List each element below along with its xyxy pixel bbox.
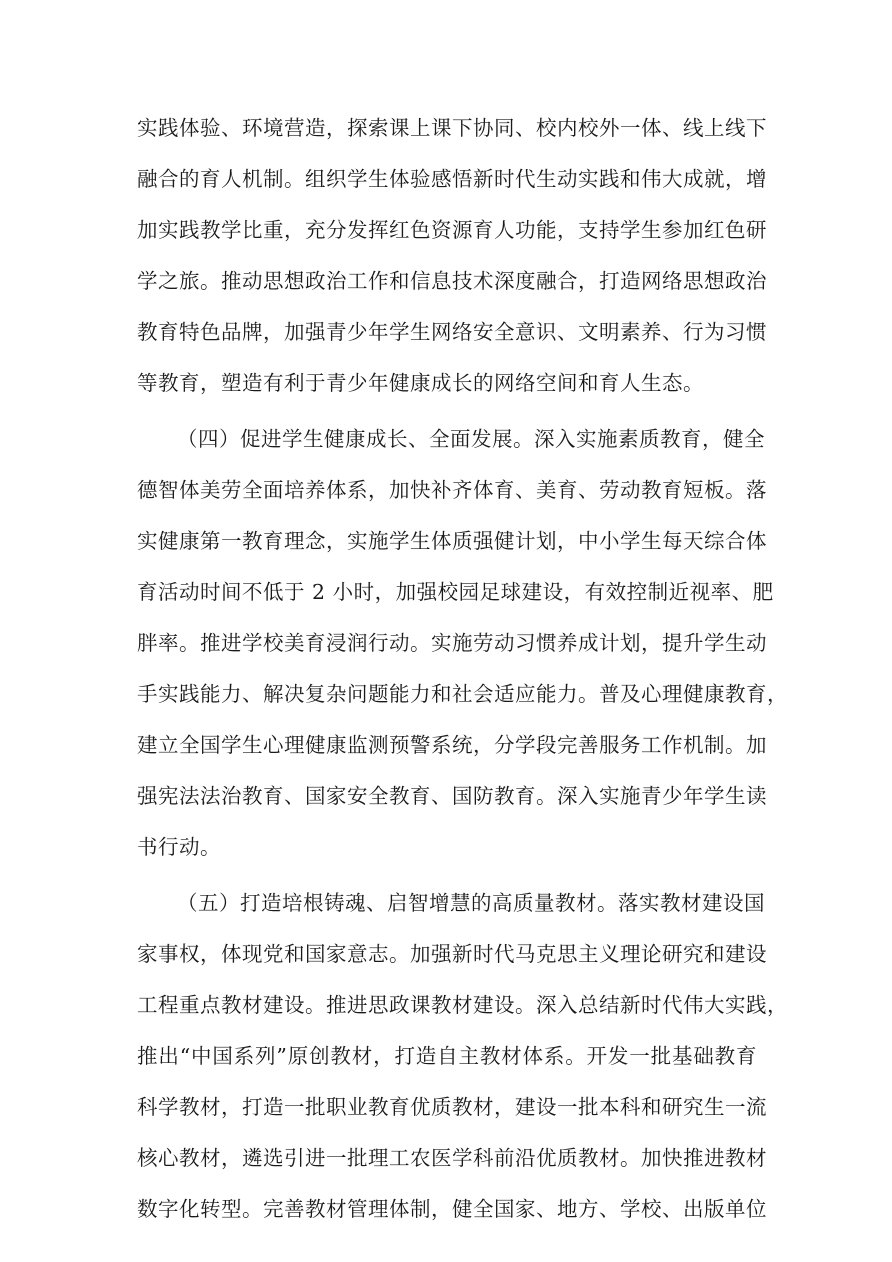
text-line: 实健康第一教育理念，实施学生体质强健计划，中小学生每天综合体: [137, 529, 767, 553]
text-line: 德智体美劳全面培养体系，加快补齐体育、美育、劳动教育短板。落: [137, 478, 767, 502]
section-5-heading-line: （五）打造培根铸魂、启智增慧的高质量教材。落实教材建设国: [177, 891, 765, 915]
text-line: 实践体验、环境营造，探索课上课下协同、校内校外一体、线上线下: [137, 116, 767, 140]
text-line: 核心教材，遴选引进一批理工农医学科前沿优质教材。加快推进教材: [137, 1146, 767, 1170]
text-line: 教育特色品牌，加强青少年学生网络安全意识、文明素养、行为习惯: [137, 320, 767, 344]
text-line: 书行动。: [137, 835, 221, 859]
text-line: 等教育，塑造有利于青少年健康成长的网络空间和育人生态。: [137, 371, 704, 395]
text-line: 手实践能力、解决复杂问题能力和社会适应能力。普及心理健康教育，: [137, 682, 788, 706]
text-line: 工程重点教材建设。推进思政课教材建设。深入总结新时代伟大实践，: [137, 993, 788, 1017]
text-line: 科学教材，打造一批职业教育优质教材，建设一批本科和研究生一流: [137, 1095, 767, 1119]
text-line: 推出“中国系列”原创教材，打造自主教材体系。开发一批基础教育: [137, 1044, 757, 1068]
text-line: 育活动时间不低于 2 小时，加强校园足球建设，有效控制近视率、肥: [137, 580, 774, 604]
section-4-heading-line: （四）促进学生健康成长、全面发展。深入实施素质教育，健全: [177, 427, 765, 451]
text-line: 融合的育人机制。组织学生体验感悟新时代生动实践和伟大成就，增: [137, 167, 767, 191]
text-line: 加实践教学比重，充分发挥红色资源育人功能，支持学生参加红色研: [137, 218, 767, 242]
text-line: 家事权，体现党和国家意志。加强新时代马克思主义理论研究和建设: [137, 942, 767, 966]
text-line: 数字化转型。完善教材管理体制，健全国家、地方、学校、出版单位: [137, 1197, 767, 1221]
text-line: 胖率。推进学校美育浸润行动。实施劳动习惯养成计划，提升学生动: [137, 631, 767, 655]
text-line: 建立全国学生心理健康监测预警系统，分学段完善服务工作机制。加: [137, 733, 767, 757]
text-line: 强宪法法治教育、国家安全教育、国防教育。深入实施青少年学生读: [137, 784, 767, 808]
text-line: 学之旅。推动思想政治工作和信息技术深度融合，打造网络思想政治: [137, 269, 767, 293]
